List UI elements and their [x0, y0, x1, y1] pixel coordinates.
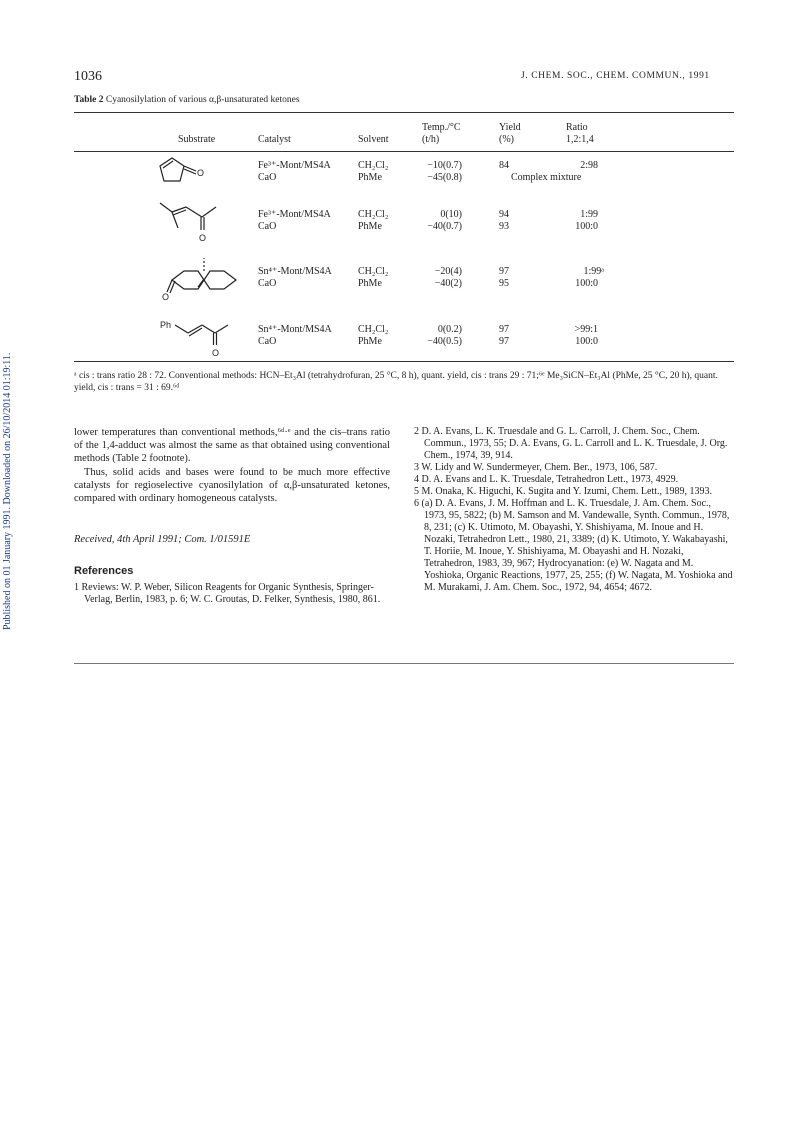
- received-line: Received, 4th April 1991; Com. 1/01591E: [74, 534, 251, 545]
- r1e1-catalyst: Fe³⁺-Mont/MS4A: [258, 160, 331, 171]
- r1e2-catalyst: CaO: [258, 172, 277, 183]
- table-caption: [74, 95, 300, 105]
- r4e1-catalyst: Sn⁴⁺-Mont/MS4A: [258, 324, 332, 335]
- double-bond: [198, 279, 204, 287]
- header-solvent: Solvent: [358, 134, 389, 145]
- bond: [202, 325, 215, 333]
- r2e1-ratio: 1:99: [580, 209, 598, 220]
- journal-running-head: J. CHEM. SOC., CHEM. COMMUN., 1991: [521, 71, 710, 81]
- reference-1: 1 Reviews: W. P. Weber, Silicon Reagents for Organic Synthesis, Springer-Verlag, Berlin, 1983, p. 6; W. C. Groutas, D. Felker, Synthesis, 1980, 861.: [74, 582, 381, 605]
- references-heading: References: [74, 565, 134, 577]
- r3e2-solvent: PhMe: [358, 278, 382, 289]
- table-bottom-rule: [74, 361, 734, 362]
- header-yield-1: Yield: [499, 122, 521, 133]
- r2e2-solvent: PhMe: [358, 221, 382, 232]
- r1e2-temp: −45(0.8): [427, 172, 462, 183]
- r3e1-ratio: 1:99ᵃ: [583, 266, 604, 277]
- oxygen-label: O: [199, 233, 207, 243]
- r2e2-temp: −40(0.7): [427, 221, 462, 232]
- r2e2-catalyst: CaO: [258, 221, 277, 232]
- oxygen-label: O: [212, 348, 220, 358]
- header-yield-2: (%): [499, 134, 514, 145]
- header-catalyst: Catalyst: [258, 134, 291, 145]
- bond: [186, 207, 202, 217]
- page-bottom-rule: [74, 663, 734, 664]
- r1e1-ratio: 2:98: [580, 160, 598, 171]
- r3e2-yield: 95: [499, 278, 509, 289]
- r3e2-catalyst: CaO: [258, 278, 277, 289]
- reference-2: 2 D. A. Evans, L. K. Truesdale and G. L. Carroll, J. Chem. Soc., Chem. Commun., 1973, 55; D. A. Evans, G. L. Carroll and L. K. Truesdale, J. Org. Chem., 1974, 39, 914.: [414, 426, 728, 461]
- r4e1-ratio: >99:1: [574, 324, 598, 335]
- header-temp-2: (t/h): [422, 134, 440, 145]
- r4e2-yield: 97: [499, 336, 509, 347]
- ring-b: [204, 271, 236, 289]
- r2e1-yield: 94: [499, 209, 509, 220]
- double-bond: [163, 161, 173, 168]
- cyclopentenone-structure: [150, 152, 220, 192]
- table-footnote: ᵃ cis : trans ratio 28 : 72. Conventional methods: HCN–Et₃Al (tetrahydrofuran, 25 °C, 8 h), quant. yield, cis : trans 29 : 71;⁶ᵉ Me₃SiCN–Et₃Al (PhMe, 25 °C, 20 h), quant. yield, cis : trans = 31 : 69.⁶ᵈ: [74, 371, 718, 393]
- reference-4: 4 D. A. Evans and L. K. Truesdale, Tetrahedron Lett., 1973, 4929.: [414, 474, 679, 485]
- benzylideneacetone-structure: [160, 316, 250, 360]
- r4e2-temp: −40(0.5): [427, 336, 462, 347]
- download-watermark: Published on 01 January 1991. Downloaded on 26/10/2014 01:19:11.: [2, 352, 13, 630]
- reference-6: 6 (a) D. A. Evans, J. M. Hoffman and L. K. Truesdale, J. Am. Chem. Soc., 1973, 95, 5822; (b) M. Samson and M. Vandewalle, Synth. Commun., 1978, 8, 231; (c) K. Utimoto, M. Obayashi, Y. Shishiyama, M. Inoue and H. Nozaki, Tetrahedron Lett., 1980, 21, 3389; (d) K. Utimoto, Y. Wakabayashi, T. Horiie, M. Inoue, Y. Shishiyama, M. Obayashi and H. Nozaki, Tetrahedron, 1983, 39, 967; Hydrocyanation: (e) W. Nagata and M. Yoshioka, Organic Reactions, 1977, 25, 255; (f) W. Nagata, M. Yoshioka and M. Murakami, J. Am. Chem. Soc., 1972, 94, 4654; 4672.: [414, 498, 733, 593]
- octalone-structure: [162, 252, 252, 304]
- references-left: [74, 582, 390, 606]
- reference-3: 3 W. Lidy and W. Sundermeyer, Chem. Ber., 1973, 106, 587.: [414, 462, 658, 473]
- r1e2-result: Complex mixture: [511, 172, 582, 183]
- r2e1-solvent: CH₂Cl₂: [358, 209, 389, 220]
- bond: [202, 207, 216, 217]
- table-top-rule: [74, 112, 734, 113]
- bond: [160, 203, 172, 212]
- r3e1-solvent: CH₂Cl₂: [358, 266, 389, 277]
- r2e2-ratio: 100:0: [575, 221, 598, 232]
- r2e2-yield: 93: [499, 221, 509, 232]
- r1e2-solvent: PhMe: [358, 172, 382, 183]
- page-number: 1036: [74, 69, 102, 84]
- r4e2-solvent: PhMe: [358, 336, 382, 347]
- r3e1-catalyst: Sn⁴⁺-Mont/MS4A: [258, 266, 332, 277]
- header-ratio-1: Ratio: [566, 122, 588, 133]
- references-right: [414, 426, 734, 594]
- table-caption-text: Cyanosilylation of various α,β-unsaturated ketones: [103, 95, 300, 105]
- r1e1-temp: −10(0.7): [427, 160, 462, 171]
- oxygen-label: O: [197, 168, 205, 178]
- header-substrate: Substrate: [178, 134, 216, 145]
- phenyl-label: Ph: [160, 320, 172, 330]
- bond: [215, 325, 228, 333]
- body-paragraph-2: Thus, solid acids and bases were found to be much more effective catalysts for regioselective cyanosilylation of α,β-unsaturated ketones, compared with ordinary homogeneous catalysts.: [74, 467, 390, 504]
- r3e1-temp: −20(4): [434, 266, 462, 277]
- enone-structure: [150, 198, 230, 248]
- reference-5: 5 M. Onaka, K. Higuchi, K. Sugita and Y. Izumi, Chem. Lett., 1989, 1393.: [414, 486, 713, 497]
- header-ratio-2: 1,2:1,4: [566, 134, 594, 145]
- bond: [175, 325, 188, 333]
- r3e2-ratio: 100:0: [575, 278, 598, 289]
- r3e1-yield: 97: [499, 266, 509, 277]
- r3e2-temp: −40(2): [434, 278, 462, 289]
- oxygen-label: O: [162, 292, 170, 302]
- r1e1-solvent: CH₂Cl₂: [358, 160, 389, 171]
- r4e1-solvent: CH₂Cl₂: [358, 324, 389, 335]
- r4e1-yield: 97: [499, 324, 509, 335]
- body-paragraph-1: lower temperatures than conventional methods,⁶ᵈ·ᵉ and the cis–trans ratio of the 1,4-adduct was almost the same as that obtained using conventional methods (Table 2 footnote).: [74, 427, 390, 464]
- r2e1-catalyst: Fe³⁺-Mont/MS4A: [258, 209, 331, 220]
- r2e1-temp: 0(10): [440, 209, 462, 220]
- r4e2-catalyst: CaO: [258, 336, 277, 347]
- r4e1-temp: 0(0.2): [437, 324, 462, 335]
- header-temp-1: Temp./°C: [422, 122, 461, 133]
- table-caption-label: Table 2: [74, 95, 104, 105]
- r4e2-ratio: 100:0: [575, 336, 598, 347]
- r1e1-yield: 84: [499, 160, 509, 171]
